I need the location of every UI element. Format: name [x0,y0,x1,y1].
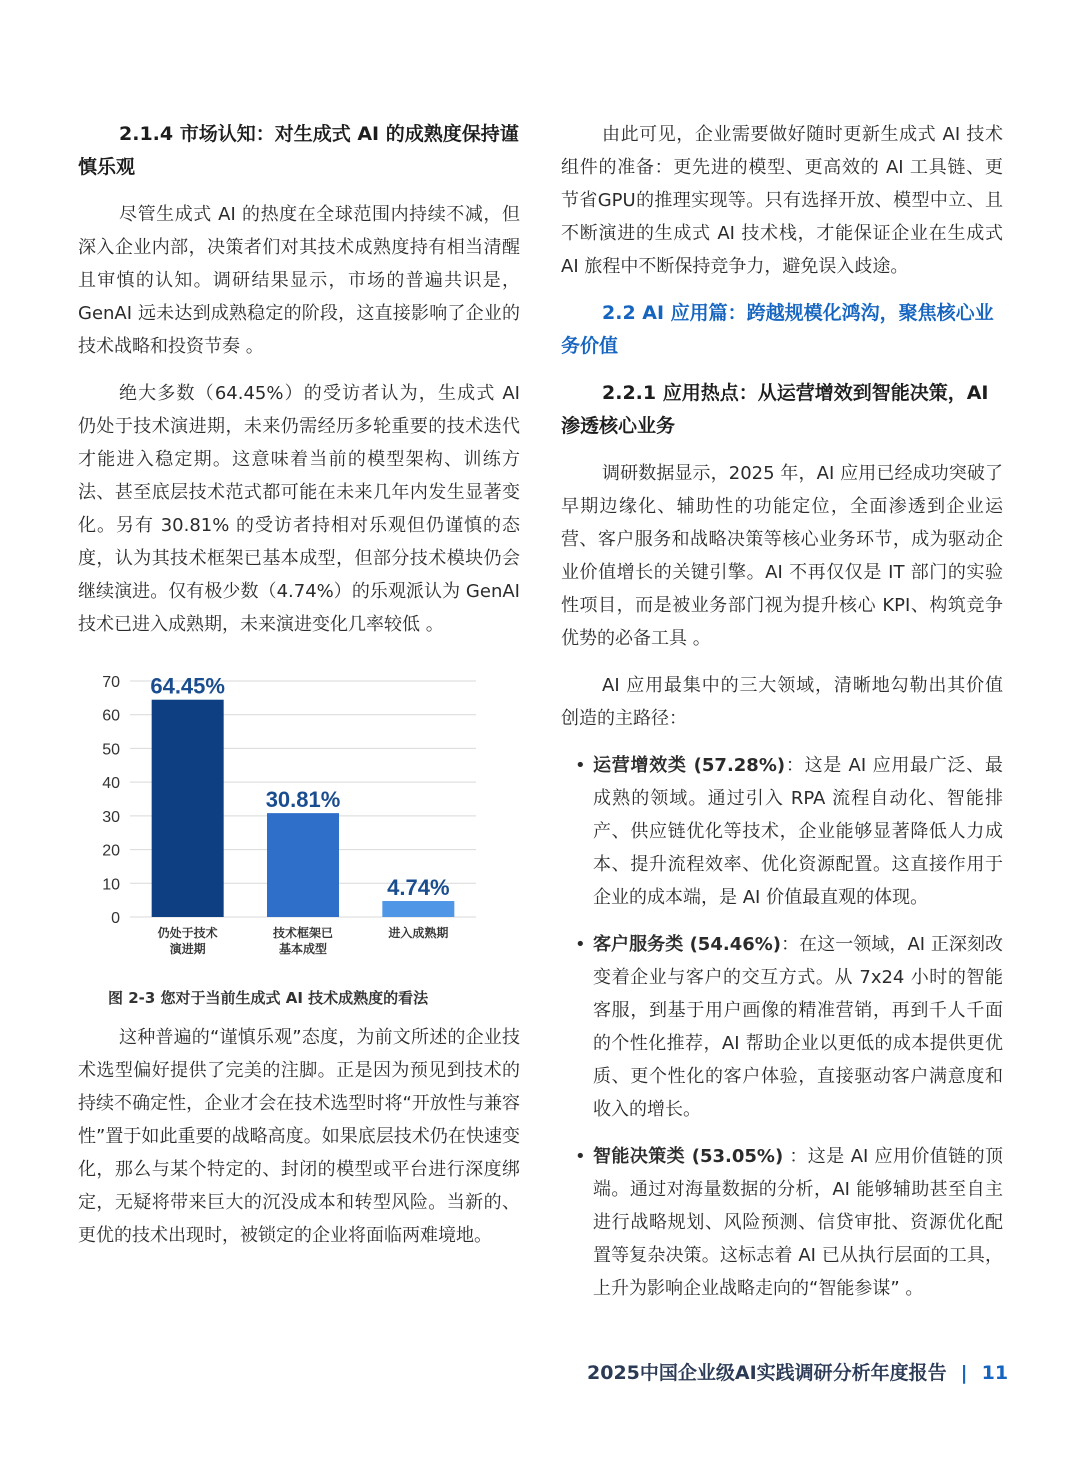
y-tick-label: 40 [102,775,120,793]
section-heading-2-2: 2.2 AI 应用篇：跨越规模化鸿沟，聚焦核心业务价值 [561,302,994,357]
data-label: 30.81% [265,787,341,813]
x-tick-label: 演进期 [169,942,206,956]
bar [152,700,224,917]
y-tick-label: 0 [111,910,120,927]
bullet-icon: • [575,934,586,955]
y-tick-label: 20 [102,842,120,860]
right-column [561,118,1003,1319]
paragraph: 调研数据显示，2025 年，AI 应用已经成功突破了早期边缘化、辅助性的功能定位，全面渗透到企业运营、客户服务和战略决策等核心业务环节，成为驱动企业价值增长的关键引擎。AI 不再仅仅是 IT 部门的实验性项目，而是被业务部门视为提升核心 KPI、构筑竞争优势的必备工具 。 [561,463,1003,649]
y-tick-label: 50 [102,741,120,759]
bullet-icon: • [575,755,586,776]
y-tick-label: 70 [102,674,120,691]
y-tick-label: 10 [102,876,120,894]
data-label: 64.45% [150,673,225,699]
list-item-title: 运营增效类 (57.28%) [593,755,786,776]
x-tick-label: 技术框架已 [272,926,334,940]
y-tick-label: 60 [102,707,120,725]
page-number: 11 [981,1362,1009,1384]
bar [267,813,339,917]
report-title: 2025中国企业级AI实践调研分析年度报告 [587,1362,947,1384]
bullet-icon: • [575,1146,586,1167]
list-item-title: 客户服务类 (54.46%) [593,934,782,955]
paragraph: 这种普遍的“谨慎乐观”态度，为前文所述的企业技术选型偏好提供了完美的注脚。正是因为预见到技术的持续不确定性，企业才会在技术选型时将“开放性与兼容性”置于如此重要的战略高度。如果底层技术仍在快速变化，那么与某个特定的、封闭的模型或平台进行深度绑定，无疑将带来巨大的沉没成本和转型风险。当新的、更优的技术出现时，被锁定的企业将面临两难境地。 [78,1027,520,1246]
list-item-title: 智能决策类 (53.05%) [593,1146,784,1167]
y-tick-label: 30 [102,808,120,826]
application-areas-list [561,749,1003,1305]
x-tick-label: 仍处于技术 [157,926,218,940]
list-item [561,1140,1003,1305]
data-label: 4.74% [387,875,450,901]
sub-heading-2-2-1: 2.2.1 应用热点：从运营增效到智能决策，AI 渗透核心业务 [561,382,989,437]
left-column [78,118,520,1266]
list-item-text: ：这是 AI 应用最广泛、最成熟的领域。通过引入 RPA 流程自动化、智能排产、供应链优化等技术，企业能够显著降低人力成本、提升流程效率、优化资源配置。这直接作用于企业的成本端，是 AI 价值最直观的体现。 [593,755,1003,908]
chart-svg [78,661,520,981]
paragraph: AI 应用最集中的三大领域，清晰地勾勒出其价值创造的主路径： [561,675,1003,729]
page-footer [587,1358,1008,1385]
paragraph: 由此可见，企业需要做好随时更新生成式 AI 技术组件的准备：更先进的模型、更高效的 AI 工具链、更节省GPU的推理实现等。只有选择开放、模型中立、且不断演进的生成式 AI 技术栈，才能保证企业在生成式 AI 旅程中不断保持竞争力，避免误入歧途。 [561,124,1003,277]
list-item-text: ：在这一领域，AI 正深刻改变着企业与客户的交互方式。从 7x24 小时的智能客服，到基于用户画像的精准营销，再到千人千面的个性化推荐，AI 帮助企业以更低的成本提供更优质、更个性化的客户体验，直接驱动客户满意度和收入的增长。 [593,934,1003,1120]
bar [382,901,454,917]
list-item [561,928,1003,1126]
list-item [561,749,1003,914]
x-tick-label: 基本成型 [278,942,328,956]
paragraph: 绝大多数（64.45%）的受访者认为，生成式 AI 仍处于技术演进期，未来仍需经历多轮重要的技术迭代才能进入稳定期。这意味着当前的模型架构、训练方法、甚至底层技术范式都可能在未来几年内发生显著变化。另有 30.81% 的受访者持相对乐观但仍谨慎的态度，认为其技术框架已基本成型，但部分技术模块仍会继续演进。仅有极少数（4.74%）的乐观派认为 GenAI 技术已进入成熟期，未来演进变化几率较低 。 [78,383,520,635]
footer-separator: | [960,1362,968,1384]
x-tick-label: 进入成熟期 [388,926,449,940]
section-heading-2-1-4: 2.1.4 市场认知：对生成式 AI 的成熟度保持谨慎乐观 [78,123,519,178]
paragraph: 尽管生成式 AI 的热度在全球范围内持续不减，但深入企业内部，决策者们对其技术成熟度持有相当清醒且审慎的认知。调研结果显示，市场的普遍共识是，GenAI 远未达到成熟稳定的阶段，这直接影响了企业的技术战略和投资节奏 。 [78,204,520,357]
figure-caption: 图 2-3 您对于当前生成式 AI 技术成熟度的看法 [108,989,429,1007]
list-item-text: ：这是 AI 应用价值链的顶端。通过对海量数据的分析，AI 能够辅助甚至自主进行战略规划、风险预测、信贷审批、资源优化配置等复杂决策。这标志着 AI 已从执行层面的工具，上升为影响企业战略走向的“智能参谋” 。 [593,1146,1003,1299]
maturity-bar-chart [78,661,520,1007]
